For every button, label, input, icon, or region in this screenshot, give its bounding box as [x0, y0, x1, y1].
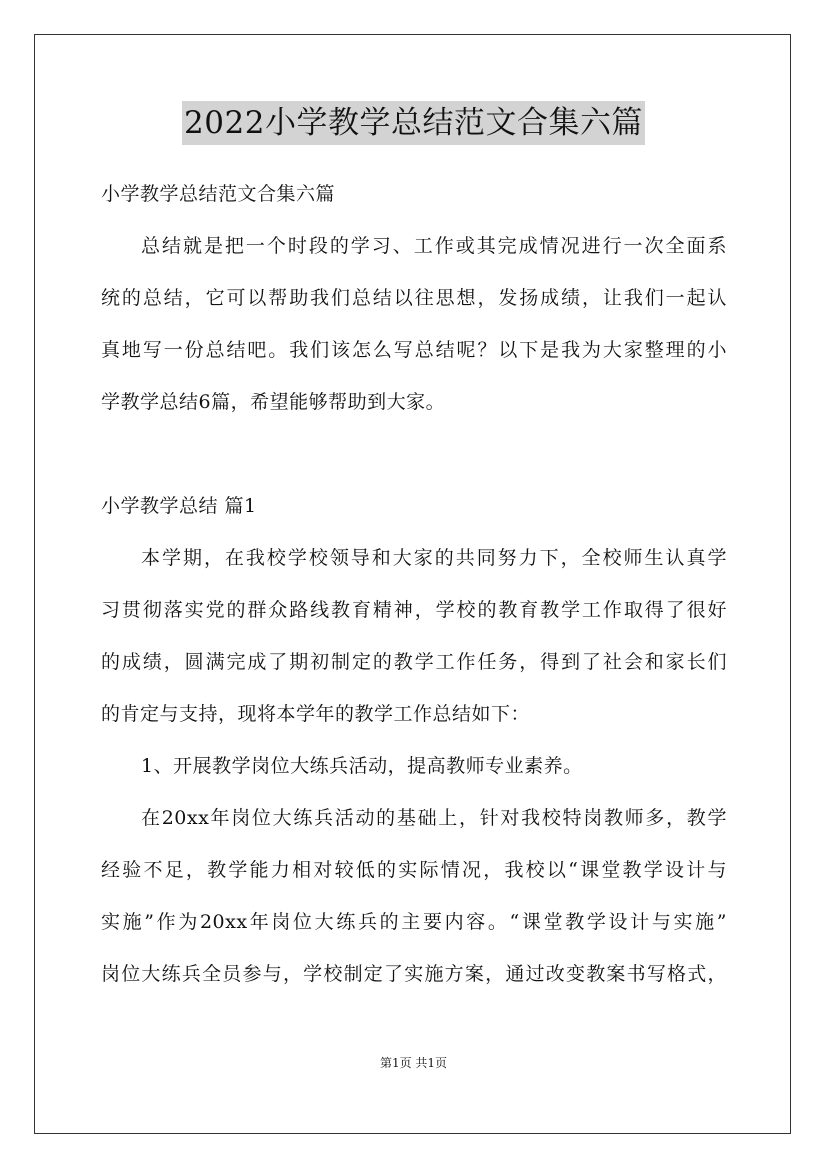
document-subtitle: 小学教学总结范文合集六篇 — [101, 183, 336, 205]
section-para1-line-1: 本学期，在我校学校领导和大家的共同努力下，全校师生认真学 — [141, 547, 727, 569]
section-para1-line-2: 习贯彻落实党的群众路线教育精神，学校的教育教学工作取得了很好 — [101, 599, 727, 621]
section-para2-line-2: 经验不足，教学能力相对较低的实际情况，我校以“课堂教学设计与 — [101, 859, 727, 881]
title-container — [0, 101, 827, 145]
section-heading: 小学教学总结 篇1 — [101, 495, 257, 517]
intro-line-2: 统的总结，它可以帮助我们总结以往思想，发扬成绩，让我们一起认 — [101, 287, 727, 309]
document-title: 2022小学教学总结范文合集六篇 — [182, 101, 645, 145]
section-para1-line-3: 的成绩，圆满完成了期初制定的教学工作任务，得到了社会和家长们 — [101, 651, 727, 673]
section-para2-line-3: 实施”作为20xx年岗位大练兵的主要内容。“课堂教学设计与实施” — [101, 911, 727, 933]
intro-line-3: 真地写一份总结吧。我们该怎么写总结呢？以下是我为大家整理的小 — [101, 339, 727, 361]
item1-heading: 1、开展教学岗位大练兵活动，提高教师专业素养。 — [141, 755, 583, 777]
intro-line-1: 总结就是把一个时段的学习、工作或其完成情况进行一次全面系 — [141, 235, 727, 257]
section-para2-line-4: 岗位大练兵全员参与，学校制定了实施方案，通过改变教案书写格式， — [101, 963, 727, 985]
document-body — [101, 168, 727, 1000]
page-footer: 第1页 共1页 — [379, 1056, 448, 1070]
section-para1-line-4: 的肯定与支持，现将本学年的教学工作总结如下： — [101, 703, 531, 725]
intro-line-4: 学教学总结6篇，希望能够帮助到大家。 — [101, 391, 446, 413]
paragraph-gap — [101, 428, 727, 480]
section-para2-line-1: 在20xx年岗位大练兵活动的基础上，针对我校特岗教师多，教学 — [141, 807, 727, 829]
